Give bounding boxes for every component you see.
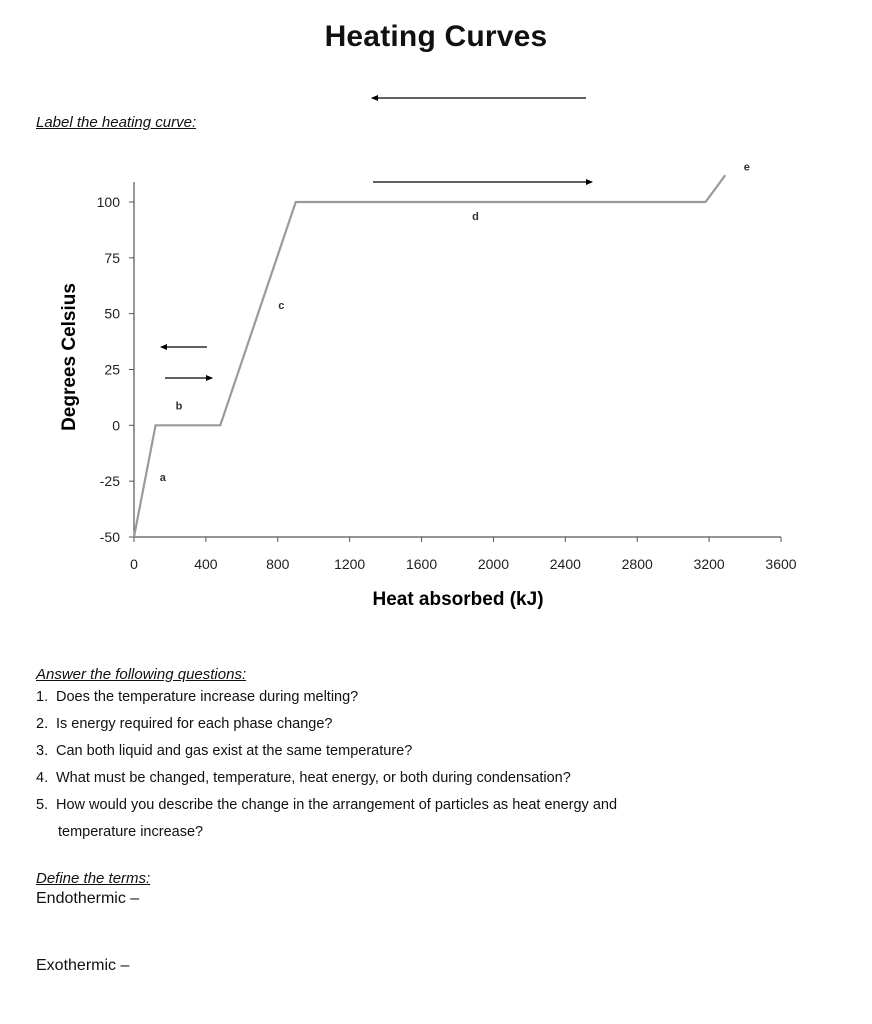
chart-segment-labels — [160, 162, 750, 484]
x-tick-label: 400 — [194, 556, 218, 572]
x-tick-label: 800 — [266, 556, 290, 572]
questions-heading: Answer the following questions: — [36, 666, 247, 683]
question-item-continued — [36, 819, 617, 846]
x-tick-label: 3600 — [765, 556, 797, 572]
chart-ticks — [97, 194, 797, 572]
segment-label-c: c — [278, 300, 285, 313]
question-number: 2. — [36, 716, 49, 732]
y-tick-label: 50 — [104, 305, 120, 322]
y-tick-label: -50 — [99, 529, 120, 545]
x-tick-label: 1600 — [405, 556, 438, 572]
segment-label-e: e — [743, 161, 750, 174]
endothermic-term: Endothermic – — [36, 890, 140, 907]
x-tick-label: 0 — [130, 556, 138, 572]
x-tick-label: 1200 — [334, 556, 366, 572]
y-tick-label: 25 — [104, 361, 120, 378]
page-title: Heating Curves — [324, 20, 548, 53]
segment-label-d: d — [472, 210, 479, 223]
question-item — [36, 711, 617, 738]
exothermic-term: Exothermic – — [36, 957, 130, 974]
y-tick-label: 75 — [104, 249, 120, 266]
label-curve-heading: Label the heating curve: — [36, 114, 197, 131]
question-list — [36, 684, 617, 846]
question-number: 3. — [36, 743, 49, 759]
y-tick-label: 0 — [112, 417, 120, 434]
question-item — [36, 765, 617, 792]
question-number: 5. — [36, 797, 49, 813]
question-text: How would you describe the change in the arrangement of particles as heat energy and — [56, 797, 618, 813]
question-text: temperature increase? — [58, 824, 204, 840]
segment-label-a: a — [159, 472, 166, 485]
question-text: What must be changed, temperature, heat energy, or both during condensation? — [56, 770, 571, 786]
define-terms-heading: Define the terms: — [36, 870, 151, 887]
question-number: 1. — [36, 689, 49, 705]
question-item — [36, 792, 617, 819]
question-item — [36, 684, 617, 711]
y-tick-label: 100 — [96, 194, 120, 210]
question-text: Does the temperature increase during melting? — [56, 689, 359, 705]
x-tick-label: 3200 — [693, 556, 725, 572]
x-tick-label: 2800 — [621, 556, 653, 572]
question-item — [36, 738, 617, 765]
x-axis-label: Heat absorbed (kJ) — [372, 589, 544, 610]
question-text: Can both liquid and gas exist at the same temperature? — [56, 743, 413, 759]
segment-label-b: b — [175, 400, 183, 413]
question-number: 4. — [36, 770, 49, 786]
y-axis-label: Degrees Celsius — [59, 283, 80, 431]
x-tick-label: 2400 — [549, 556, 581, 572]
chart-series — [134, 175, 725, 537]
chart-axes — [134, 182, 781, 537]
x-tick-label: 2000 — [477, 556, 510, 572]
question-text: Is energy required for each phase change? — [56, 716, 333, 732]
y-tick-label: -25 — [99, 473, 120, 490]
heating-curve-line — [134, 175, 725, 537]
